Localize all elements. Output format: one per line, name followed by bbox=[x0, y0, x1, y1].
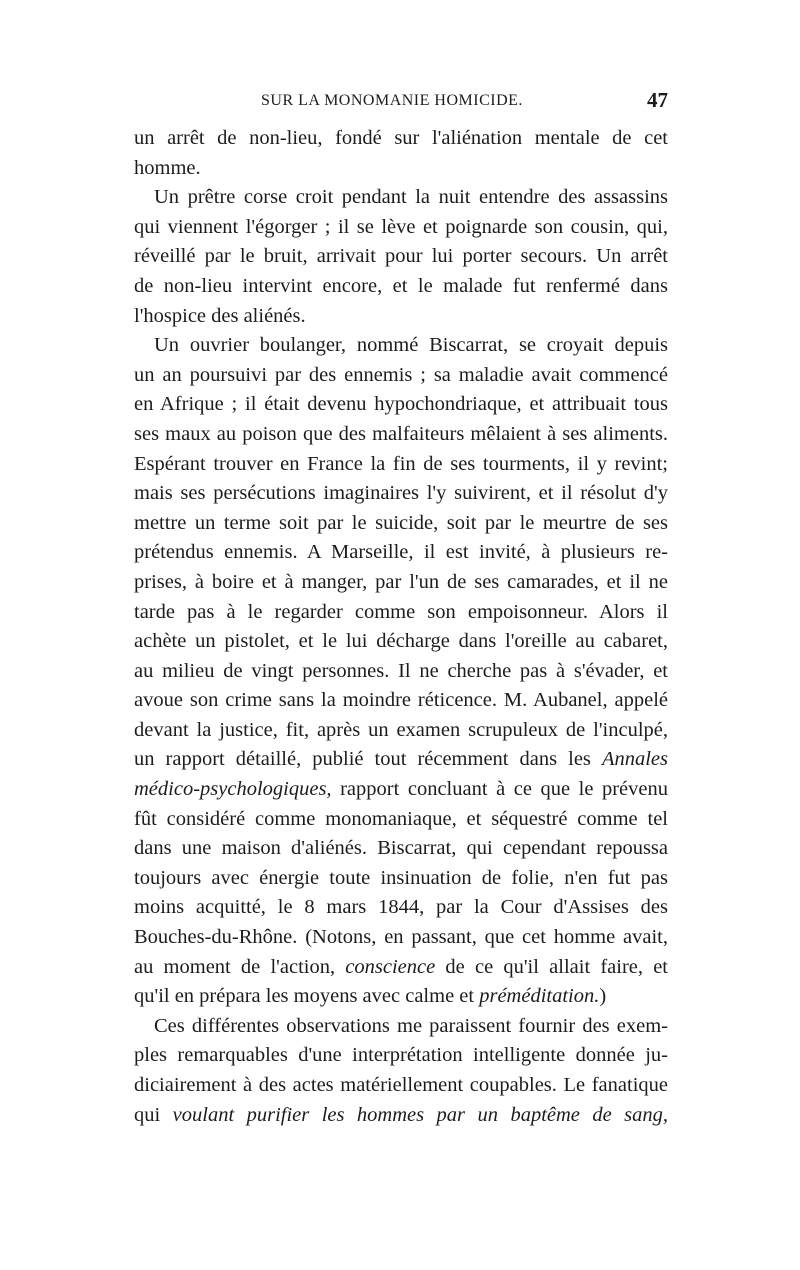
line-text: un rapport détaillé, publié tout récemment dans les bbox=[134, 748, 591, 771]
text-line bbox=[134, 953, 668, 983]
text-line bbox=[134, 124, 668, 154]
line-text: l'hospice des aliénés. bbox=[134, 304, 306, 327]
italic-text: Annales bbox=[601, 748, 668, 771]
text-line bbox=[134, 1101, 668, 1131]
text-line bbox=[134, 509, 668, 539]
running-head bbox=[134, 88, 668, 118]
text-line bbox=[134, 390, 668, 420]
line-text: dans une maison d'aliénés. Biscarrat, qui cependant repoussa bbox=[134, 837, 668, 860]
text-body bbox=[134, 124, 668, 1130]
line-text: Bouches-du-Rhône. (Notons, en passant, que cet homme avait, bbox=[134, 926, 668, 949]
text-line bbox=[134, 538, 668, 568]
line-text: mais ses persécutions imaginaires l'y suivirent, et il résolut d'y bbox=[134, 482, 668, 505]
text-line bbox=[134, 302, 668, 332]
line-text: au milieu de vingt personnes. Il ne cherche pas à s'évader, et bbox=[134, 659, 668, 682]
line-text: ) bbox=[599, 985, 607, 1008]
text-line bbox=[134, 1041, 668, 1071]
text-line bbox=[134, 361, 668, 391]
line-text: ples remarquables d'une interprétation intelligente donnée ju- bbox=[134, 1044, 668, 1067]
line-text: Un prêtre corse croit pendant la nuit entendre des assassins bbox=[154, 186, 668, 209]
text-line bbox=[134, 154, 668, 184]
text-line bbox=[134, 272, 668, 302]
italic-text: médico-psychologiques, bbox=[134, 778, 332, 801]
text-line bbox=[134, 420, 668, 450]
text-line bbox=[134, 686, 668, 716]
text-line bbox=[134, 893, 668, 923]
line-text: qui viennent l'égorger ; il se lève et poignarde son cousin, qui, bbox=[134, 215, 668, 238]
text-line bbox=[134, 657, 668, 687]
text-line bbox=[134, 805, 668, 835]
line-text: prétendus ennemis. A Marseille, il est invité, à plusieurs re- bbox=[134, 541, 668, 564]
line-text: de non-lieu intervint encore, et le malade fut renfermé dans bbox=[134, 274, 668, 297]
line-text: prises, à boire et à manger, par l'un de ses camarades, et il ne bbox=[134, 570, 668, 593]
line-text: homme. bbox=[134, 156, 201, 179]
header-title: SUR LA MONOMANIE HOMICIDE. bbox=[261, 92, 523, 109]
line-text: diciairement à des actes matériellement coupables. Le fanatique bbox=[134, 1074, 668, 1096]
line-text: qui bbox=[134, 1103, 161, 1126]
line-text: Ces différentes observations me paraissent fournir des exem- bbox=[154, 1014, 668, 1037]
text-line bbox=[134, 1071, 668, 1101]
line-text: , bbox=[662, 1103, 668, 1126]
line-text: Un ouvrier boulanger, nommé Biscarrat, se croyait depuis bbox=[154, 334, 668, 357]
line-text: un arrêt de non-lieu, fondé sur l'aliénation mentale de cet bbox=[134, 127, 668, 149]
text-line bbox=[134, 775, 668, 805]
text-line bbox=[134, 982, 668, 1012]
text-line bbox=[134, 627, 668, 657]
line-text: en Afrique ; il était devenu hypochondriaque, et attribuait tous bbox=[134, 393, 668, 416]
line-text: devant la justice, fit, après un examen scrupuleux de l'inculpé, bbox=[134, 718, 668, 741]
text-line bbox=[134, 242, 668, 272]
line-text: un an poursuivi par des ennemis ; sa maladie avait commencé bbox=[134, 363, 668, 386]
text-line bbox=[134, 864, 668, 894]
page-number: 47 bbox=[647, 88, 668, 112]
text-line bbox=[134, 745, 668, 775]
line-text: qu'il en prépara les moyens avec calme et bbox=[134, 985, 475, 1008]
text-line bbox=[134, 1012, 668, 1042]
line-text: achète un pistolet, et le lui décharge dans l'oreille au cabaret, bbox=[134, 630, 668, 653]
text-line bbox=[134, 598, 668, 628]
line-text: Espérant trouver en France la fin de ses tourments, il y revint; bbox=[134, 452, 668, 475]
text-line bbox=[134, 834, 668, 864]
text-line bbox=[134, 923, 668, 953]
line-text: avoue son crime sans la moindre réticence. M. Aubanel, appelé bbox=[134, 689, 668, 712]
line-text: réveillé par le bruit, arrivait pour lui porter secours. Un arrêt bbox=[134, 245, 668, 268]
text-line bbox=[134, 213, 668, 243]
line-text: mettre un terme soit par le suicide, soit par le meurtre de ses bbox=[134, 511, 668, 534]
line-text: fût considéré comme monomaniaque, et séquestré comme tel bbox=[134, 807, 668, 830]
text-line bbox=[134, 479, 668, 509]
text-line bbox=[134, 568, 668, 598]
text-line bbox=[134, 716, 668, 746]
line-text: rapport concluant à ce que le prévenu bbox=[340, 778, 669, 801]
line-text: toujours avec énergie toute insinuation de folie, n'en fut pas bbox=[134, 866, 668, 889]
text-line bbox=[134, 450, 668, 480]
text-line bbox=[134, 331, 668, 361]
line-text: moins acquitté, le 8 mars 1844, par la Cour d'Assises des bbox=[134, 896, 668, 919]
line-text: au moment de l'action, bbox=[134, 955, 336, 978]
italic-text: conscience bbox=[345, 955, 436, 978]
line-text: de ce qu'il allait faire, et bbox=[445, 955, 668, 978]
italic-text: voulant purifier les hommes par un baptême de sang bbox=[172, 1103, 663, 1126]
line-text: tarde pas à le regarder comme son empoisonneur. Alors il bbox=[134, 600, 668, 623]
italic-text: préméditation. bbox=[479, 985, 600, 1008]
text-line bbox=[134, 183, 668, 213]
line-text: ses maux au poison que des malfaiteurs mêlaient à ses aliments. bbox=[134, 422, 668, 445]
